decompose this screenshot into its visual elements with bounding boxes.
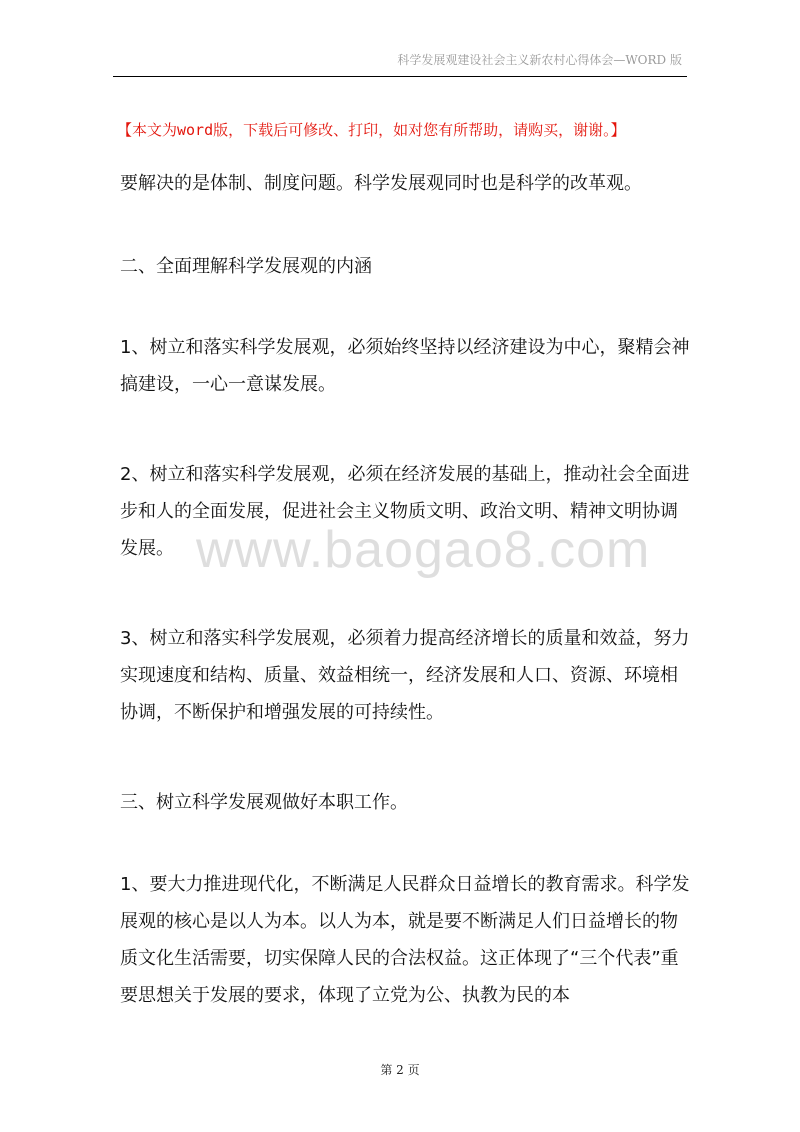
paragraph-intro: 要解决的是体制、制度问题。科学发展观同时也是科学的改革观。 — [120, 173, 642, 194]
watermark-text: www.baogao8.com — [196, 521, 651, 579]
paragraph-point-2: 2、树立和落实科学发展观，必须在经济发展的基础上，推动社会全面进步和人的全面发展，促进社会主义物质文明、政治文明、精神文明协调发展。 — [120, 464, 690, 559]
section-heading-2: 二、全面理解科学发展观的内涵 — [120, 256, 372, 277]
paragraph-point-1: 1、树立和落实科学发展观，必须始终坚持以经济建设为中心，聚精会神搞建设，一心一意谋发展。 — [120, 337, 690, 395]
header-divider — [113, 76, 687, 77]
running-header-title: 科学发展观建设社会主义新农村心得体会—WORD 版 — [397, 53, 682, 67]
paragraph-point-3: 3、树立和落实科学发展观，必须着力提高经济增长的质量和效益，努力实现速度和结构、质量、效益相统一，经济发展和人口、资源、环境相协调，不断保护和增强发展的可持续性。 — [120, 628, 690, 723]
section-heading-3: 三、树立科学发展观做好本职工作。 — [120, 792, 408, 813]
page-number: 第 2 页 — [380, 1063, 420, 1077]
paragraph-duty-1: 1、要大力推进现代化，不断满足人民群众日益增长的教育需求。科学发展观的核心是以人为本。以人为本，就是要不断满足人们日益增长的物质文化生活需要，切实保障人民的合法权益。这正体现了“三个代表”重要思想关于发展的要求，体现了立党为公、执教为民的本 — [120, 874, 690, 1006]
download-notice: 【本文为word版，下载后可修改、打印，如对您有所帮助，请购买，谢谢。】 — [117, 121, 626, 139]
